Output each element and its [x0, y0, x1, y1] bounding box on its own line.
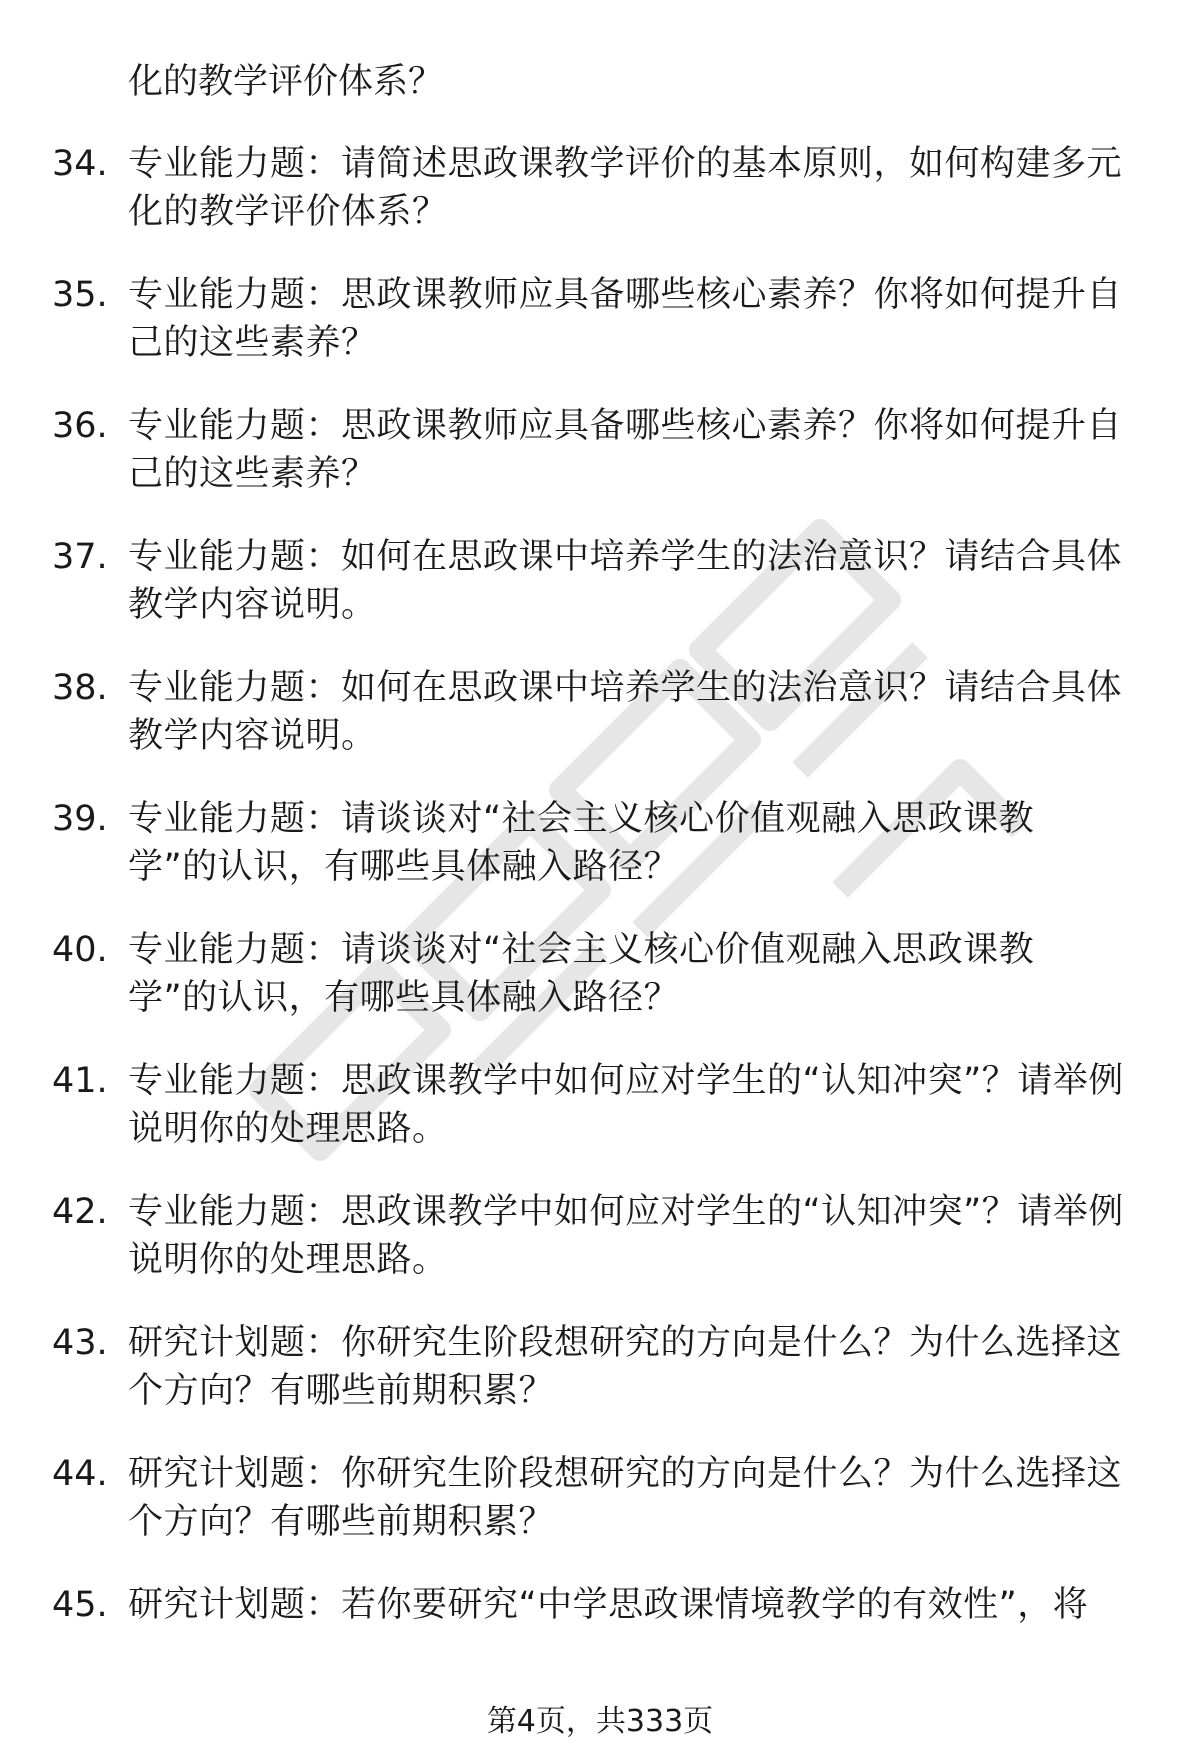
question-number: 41. — [52, 1061, 108, 1101]
question-number: 37. — [52, 537, 108, 577]
question-text: 专业能力题：思政课教学中如何应对学生的“认知冲突”？请举例说明你的处理思路。 — [128, 1061, 1124, 1149]
list-item — [0, 1450, 1200, 1581]
question-text: 研究计划题：若你要研究“中学思政课情境教学的有效性”，将 — [128, 1585, 1089, 1625]
list-item — [0, 1188, 1200, 1319]
question-number: 39. — [52, 799, 108, 839]
question-text: 专业能力题：如何在思政课中培养学生的法治意识？请结合具体教学内容说明。 — [128, 668, 1123, 756]
question-text: 专业能力题：如何在思政课中培养学生的法治意识？请结合具体教学内容说明。 — [128, 537, 1123, 625]
question-number: 44. — [52, 1454, 108, 1494]
list-item — [0, 140, 1200, 271]
list-item — [0, 926, 1200, 1057]
list-item — [0, 533, 1200, 664]
question-text: 专业能力题：思政课教师应具备哪些核心素养？你将如何提升自己的这些素养？ — [128, 275, 1123, 363]
list-item — [0, 1057, 1200, 1188]
question-text: 专业能力题：思政课教师应具备哪些核心素养？你将如何提升自己的这些素养？ — [128, 406, 1123, 494]
list-item — [0, 1319, 1200, 1450]
question-text: 专业能力题：思政课教学中如何应对学生的“认知冲突”？请举例说明你的处理思路。 — [128, 1192, 1124, 1280]
question-number: 34. — [52, 144, 108, 184]
question-number: 40. — [52, 930, 108, 970]
list-item — [0, 795, 1200, 926]
question-number: 43. — [52, 1323, 108, 1363]
question-text: 专业能力题：请谈谈对“社会主义核心价值观融入思政课教学”的认识，有哪些具体融入路径？ — [128, 799, 1035, 887]
question-text: 研究计划题：你研究生阶段想研究的方向是什么？为什么选择这个方向？有哪些前期积累？ — [128, 1323, 1123, 1411]
question-text: 专业能力题：请简述思政课教学评价的基本原则，如何构建多元化的教学评价体系？ — [128, 144, 1123, 232]
question-text: 研究计划题：你研究生阶段想研究的方向是什么？为什么选择这个方向？有哪些前期积累？ — [128, 1454, 1123, 1542]
page-footer: 第4页，共333页 — [486, 1704, 714, 1739]
list-item — [0, 402, 1200, 533]
question-list — [0, 140, 1200, 1712]
list-item — [0, 664, 1200, 795]
question-text: 专业能力题：请谈谈对“社会主义核心价值观融入思政课教学”的认识，有哪些具体融入路径？ — [128, 930, 1035, 1018]
question-number: 35. — [52, 275, 108, 315]
question-number: 38. — [52, 668, 108, 708]
continued-question-text: 化的教学评价体系？ — [128, 62, 444, 102]
question-number: 45. — [52, 1585, 108, 1625]
list-item — [0, 1581, 1200, 1712]
question-number: 42. — [52, 1192, 108, 1232]
question-number: 36. — [52, 406, 108, 446]
list-item — [0, 271, 1200, 402]
